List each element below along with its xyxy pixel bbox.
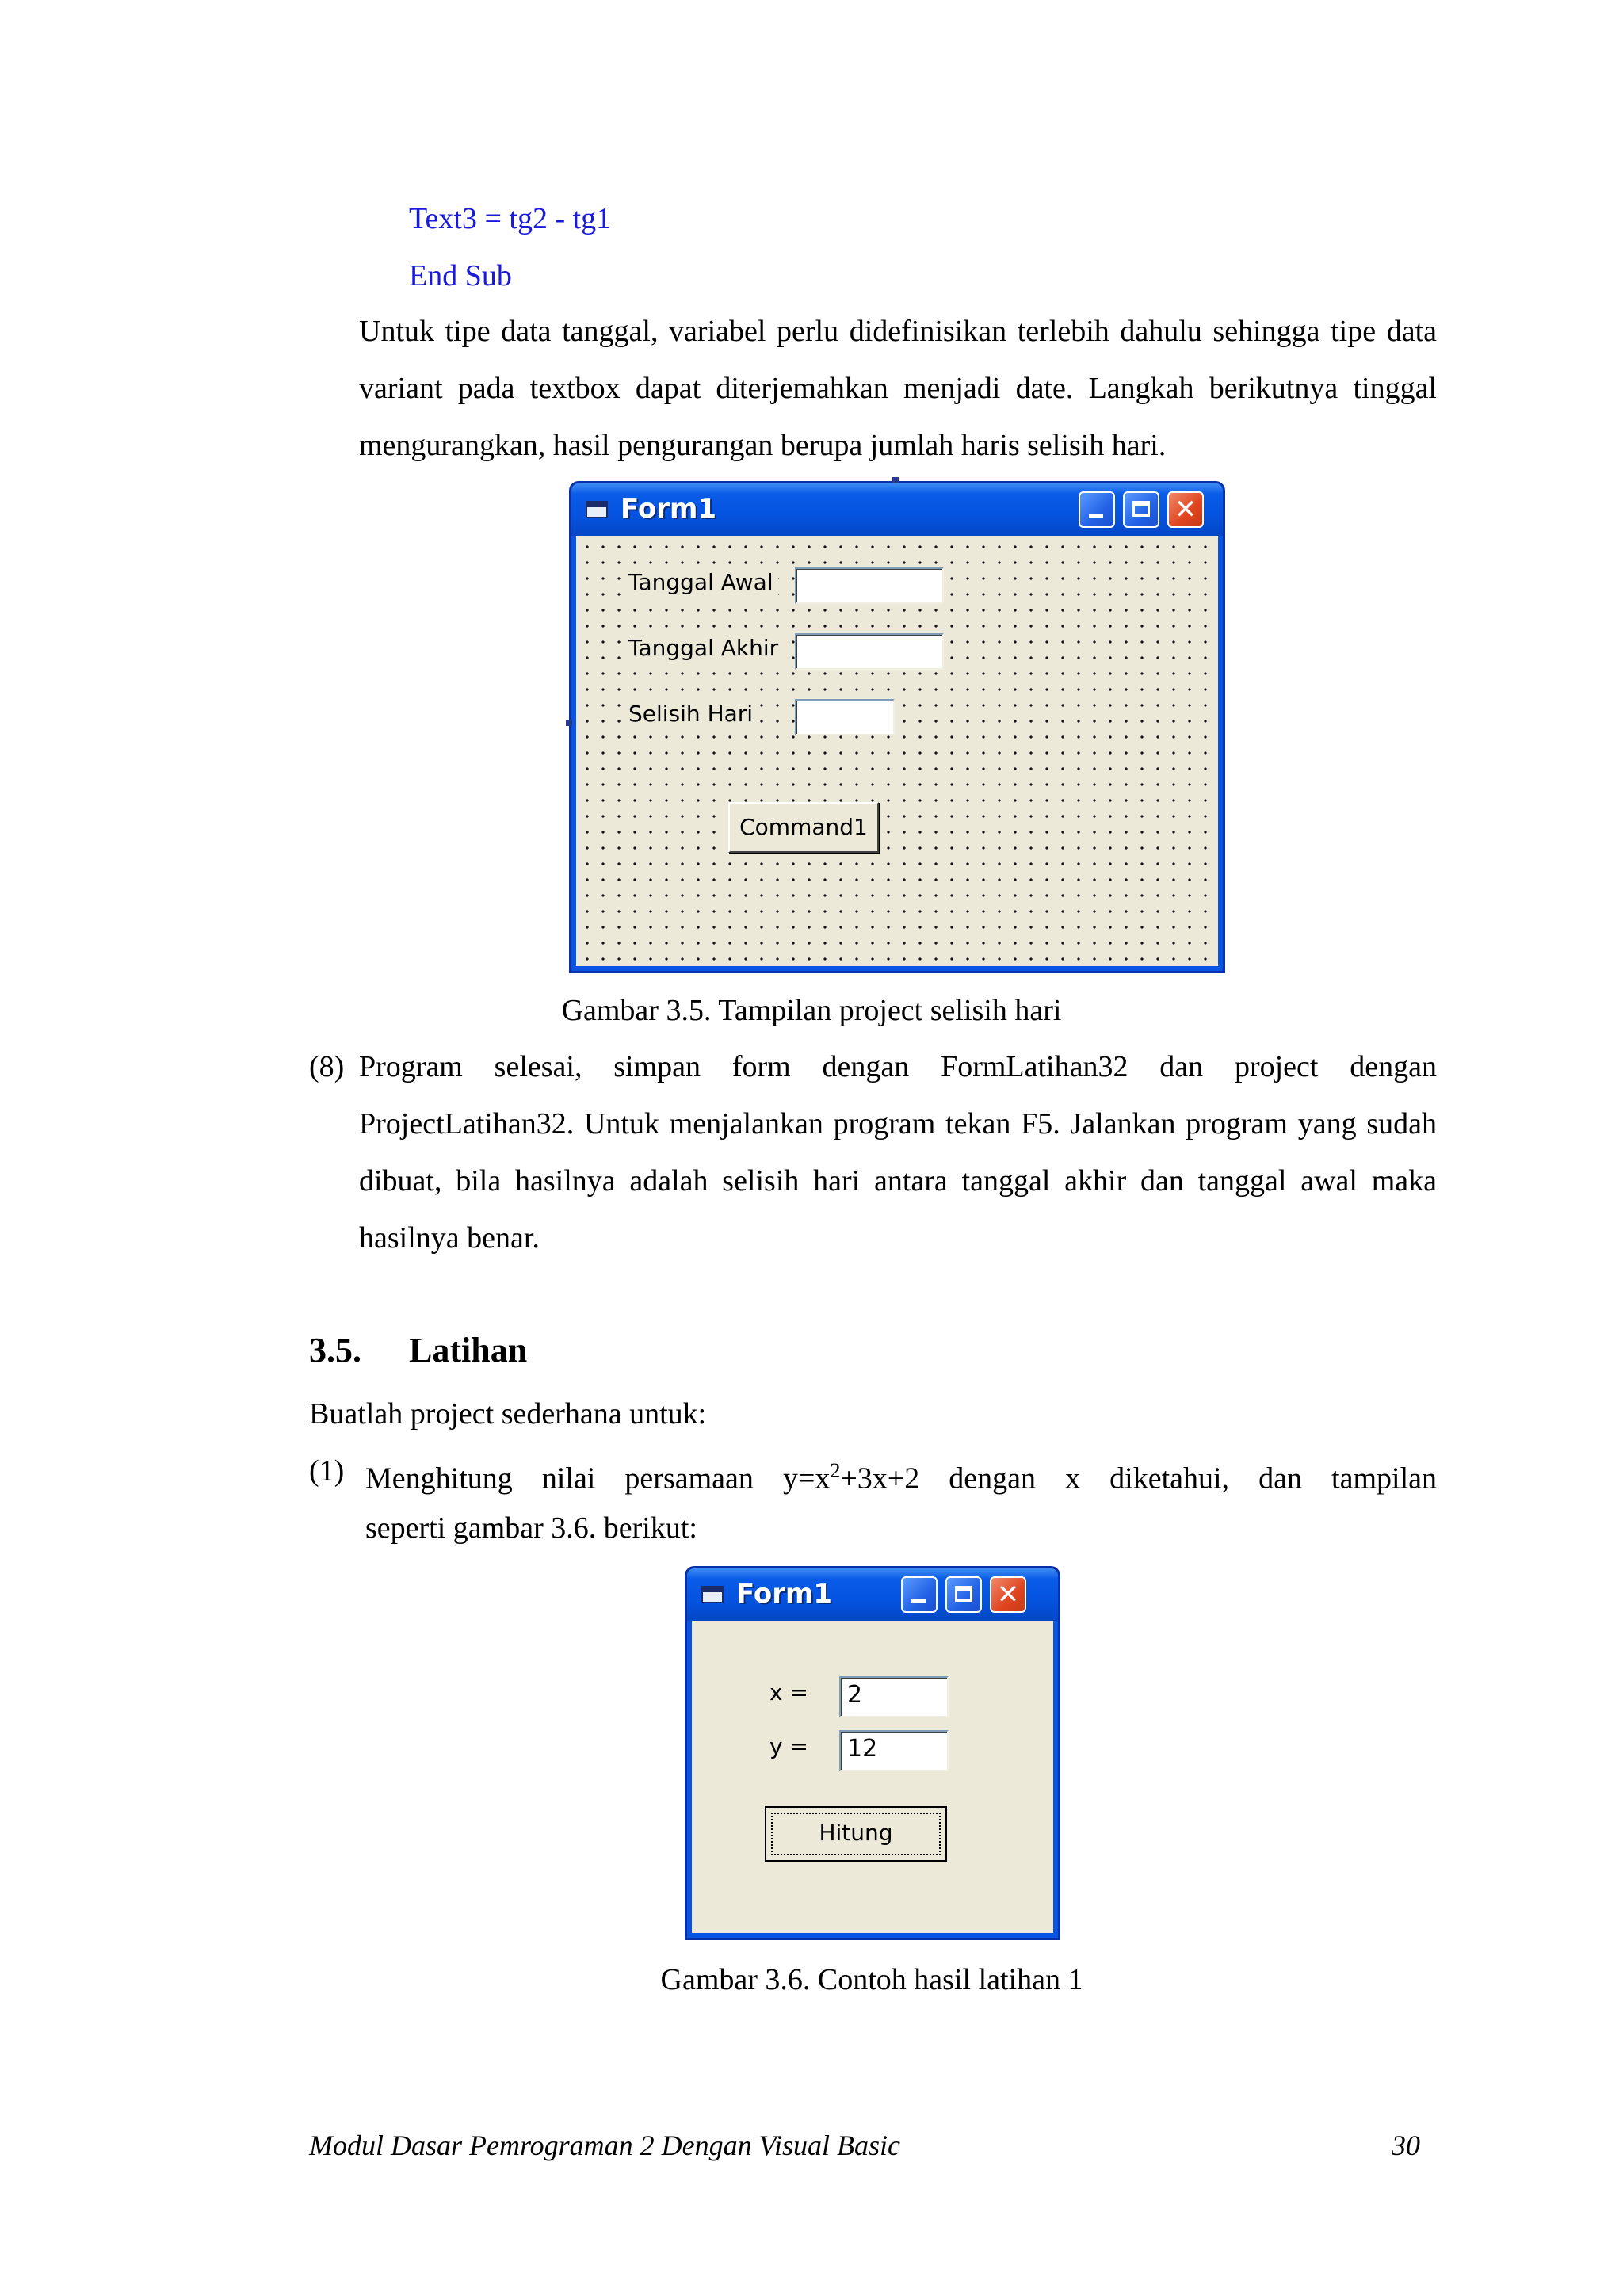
- exercise-1-text-a: Menghitung nilai persamaan y=x: [365, 1461, 831, 1496]
- form-client-area: [692, 1621, 1053, 1933]
- section-number: 3.5.: [309, 1331, 361, 1370]
- minimize-button[interactable]: [1079, 491, 1115, 528]
- label-tanggal-awal: Tanggal Awal: [624, 567, 778, 597]
- exercise-1-text-b: +3x+2 dengan x diketahui, dan tampilan: [840, 1461, 1437, 1496]
- form-design-grid: [576, 536, 1218, 966]
- textbox-y[interactable]: 12: [839, 1730, 949, 1771]
- label-selisih-hari: Selisih Hari: [624, 699, 758, 728]
- maximize-icon: [955, 1586, 972, 1602]
- step-8-text: Program selesai, simpan form dengan FormLatihan32 dan project dengan ProjectLatihan32. Untuk menjalankan program tekan F5. Jalankan program yang sudah dibuat, bila hasilnya adalah selisih hari antara tanggal akhir dan tanggal awal maka hasilnya benar.: [359, 1050, 1437, 1255]
- caption-figure-3-5: Gambar 3.5. Tampilan project selisih hari: [561, 994, 1062, 1027]
- form-icon: [586, 501, 608, 518]
- caption-figure-3-6: Gambar 3.6. Contoh hasil latihan 1: [660, 1963, 1083, 1996]
- label-x: x =: [765, 1678, 813, 1707]
- label-tanggal-akhir: Tanggal Akhir: [624, 633, 783, 663]
- window-title: Form1: [621, 493, 717, 525]
- maximize-button[interactable]: [1123, 491, 1159, 528]
- label-y: y =: [765, 1732, 813, 1761]
- close-icon: ✕: [1174, 494, 1197, 525]
- command1-button[interactable]: Command1: [728, 802, 879, 853]
- resize-handle-left[interactable]: [566, 720, 572, 726]
- title-bar[interactable]: [571, 483, 1223, 536]
- form-window-selisih-hari: [569, 481, 1225, 973]
- footer-title: Modul Dasar Pemrograman 2 Dengan Visual Basic: [309, 2130, 900, 2161]
- title-bar-2[interactable]: [687, 1568, 1058, 1621]
- step-8-number: (8): [309, 1050, 345, 1083]
- window-title-2: Form1: [736, 1578, 833, 1610]
- hitung-button-label: Hitung: [819, 1820, 893, 1846]
- minimize-button-2[interactable]: [901, 1576, 938, 1613]
- maximize-icon: [1132, 501, 1150, 517]
- hitung-button[interactable]: [765, 1806, 947, 1862]
- minimize-icon: [1089, 514, 1103, 518]
- exercise-1-number: (1): [309, 1454, 345, 1488]
- textbox-tanggal-awal[interactable]: [795, 567, 944, 604]
- maximize-button-2[interactable]: [945, 1576, 982, 1613]
- resize-handle-top[interactable]: [892, 477, 899, 483]
- textbox-selisih-hari[interactable]: [795, 699, 895, 735]
- close-button[interactable]: [1167, 491, 1204, 528]
- section-title: Latihan: [409, 1331, 528, 1370]
- form-icon: [701, 1586, 724, 1603]
- textbox-x[interactable]: 2: [839, 1676, 949, 1717]
- close-button-2[interactable]: [990, 1576, 1026, 1613]
- exercise-1-line1: [365, 1442, 1437, 1507]
- exercise-1-line2: seperti gambar 3.6. berikut:: [365, 1511, 697, 1545]
- exercise-1-superscript: 2: [830, 1459, 841, 1482]
- close-icon: ✕: [996, 1579, 1020, 1610]
- textbox-tanggal-akhir[interactable]: [795, 633, 944, 670]
- page-number: 30: [1392, 2130, 1420, 2161]
- code-line-1: Text3 = tg2 - tg1: [409, 202, 612, 235]
- form-window-hitung: [685, 1566, 1060, 1940]
- paragraph-date-types: Untuk tipe data tanggal, variabel perlu didefinisikan terlebih dahulu sehingga tipe data variant pada textbox dapat diterjemahkan menjadi date. Langkah berikutnya tinggal mengurangkan, hasil pengurangan berupa jumlah haris selisih hari.: [359, 315, 1437, 462]
- exercise-intro: Buatlah project sederhana untuk:: [309, 1397, 707, 1431]
- minimize-icon: [911, 1599, 926, 1603]
- code-line-2: End Sub: [409, 259, 512, 292]
